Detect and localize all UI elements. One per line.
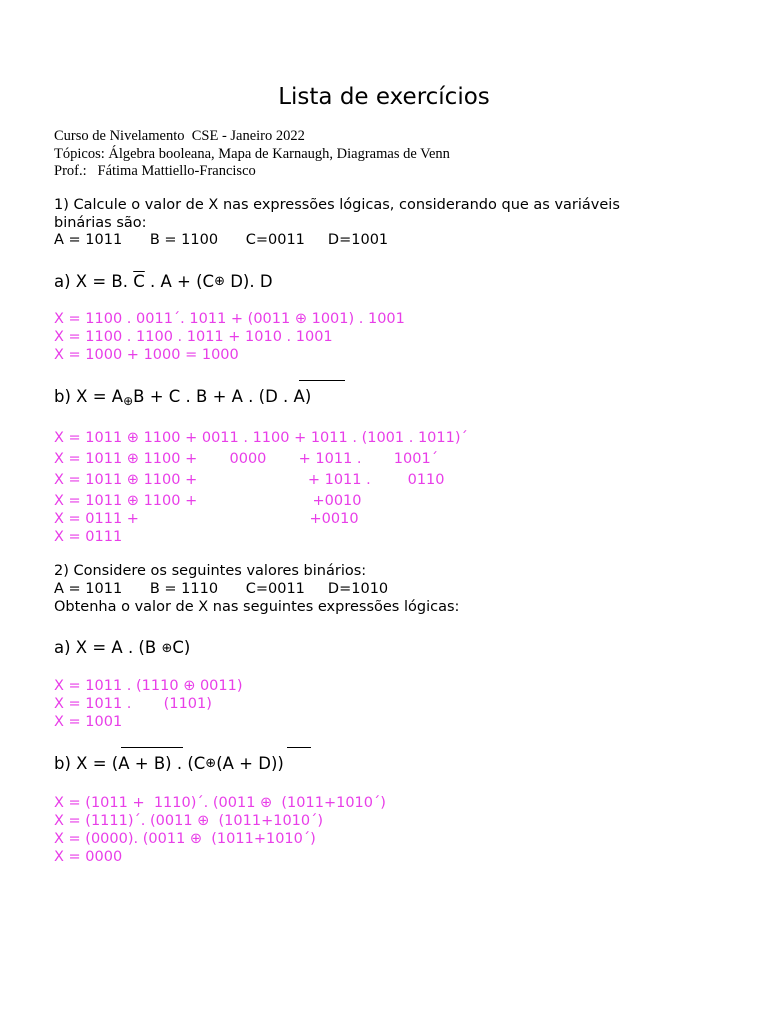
xor-symbol: ⊕	[123, 394, 134, 408]
topics-line: Tópicos: Álgebra booleana, Mapa de Karnaugh, Diagramas de Venn	[54, 146, 450, 162]
q2b-solution-line: X = (1111)´. (0011 ⊕ (1011+1010´)	[54, 813, 324, 829]
q1b-expression	[54, 387, 311, 408]
q2a-solution-line: X = 1011 . (1101)	[54, 696, 212, 712]
q1b-solution-line: X = 1011 ⊕ 1100 + +0010	[54, 493, 362, 509]
overline-bar	[287, 747, 311, 748]
q1b-prefix: b) X = A	[54, 387, 124, 406]
q2a-suffix: C)	[172, 638, 191, 657]
q1b-solution-line: X = 1011 ⊕ 1100 + + 1011 . 0110	[54, 472, 445, 488]
q1a-solution-line: X = 1000 + 1000 = 1000	[54, 347, 239, 363]
q1b-suffix: )	[304, 387, 312, 406]
q1a-mid: . A + (C	[144, 272, 215, 291]
q2a-prefix: a) X = A . (B	[54, 638, 162, 657]
q2b-d-negated: D	[258, 754, 271, 773]
q1-statement-line2: binárias são:	[54, 215, 147, 231]
q2b-suffix: ))	[270, 754, 284, 773]
q2a-solution-line: X = 1001	[54, 714, 123, 730]
q2b-negated-term: (A + B)	[111, 754, 172, 773]
q1-values: A = 1011 B = 1100 C=0011 D=1001	[54, 232, 389, 248]
q1a-expression	[54, 272, 273, 291]
q1a-prefix: a) X = B.	[54, 272, 134, 291]
q2b-expression	[54, 754, 284, 773]
q1a-suffix: D). D	[224, 272, 273, 291]
q1a-solution-line: X = 1100 . 0011´. 1011 + (0011 ⊕ 1001) . 1001	[54, 311, 405, 327]
q2b-solution-line: X = (0000). (0011 ⊕ (1011+1010´)	[54, 831, 316, 847]
q1b-mid: B + C . B + A . (	[133, 387, 266, 406]
q1b-solution-line: X = 1011 ⊕ 1100 + 0011 . 1100 + 1011 . (1001 . 1011)´	[54, 430, 468, 446]
q2a-solution-line: X = 1011 . (1110 ⊕ 0011)	[54, 678, 243, 694]
xor-symbol: ⊕	[214, 274, 225, 289]
q2b-mid2: (A +	[216, 754, 259, 773]
q2b-solution-line: X = 0000	[54, 849, 123, 865]
q1b-solution-line: X = 0111	[54, 529, 123, 545]
q1-statement-line1: 1) Calcule o valor de X nas expressões lógicas, considerando que as variáveis	[54, 197, 620, 213]
q2-statement-line2: Obtenha o valor de X nas seguintes expressões lógicas:	[54, 599, 460, 615]
q2b-prefix: b) X =	[54, 754, 112, 773]
xor-symbol: ⊕	[205, 756, 217, 771]
professor-line: Prof.: Fátima Mattiello-Francisco	[54, 163, 256, 179]
q2a-expression	[54, 638, 190, 657]
q1a-solution-line: X = 1100 . 1100 . 1011 + 1010 . 1001	[54, 329, 333, 345]
page-title: Lista de exercícios	[278, 84, 490, 110]
q2-values: A = 1011 B = 1110 C=0011 D=1010	[54, 581, 389, 597]
course-line: Curso de Nivelamento CSE - Janeiro 2022	[54, 128, 305, 144]
q1b-solution-line: X = 0111 + +0010	[54, 511, 359, 527]
q2b-solution-line: X = (1011 + 1110)´. (0011 ⊕ (1011+1010´)	[54, 795, 386, 811]
q1b-solution-line: X = 1011 ⊕ 1100 + 0000 + 1011 . 1001´	[54, 451, 438, 467]
q1a-c-negated: $\overline{C}$	[133, 272, 145, 291]
overline-bar	[121, 747, 183, 748]
q2b-mid: . (C	[171, 754, 206, 773]
q2-statement-line1: 2) Considere os seguintes valores binários:	[54, 563, 367, 579]
xor-symbol: ⊕	[161, 641, 173, 656]
overline-bar	[299, 380, 345, 381]
q1b-negated-term: D . A	[265, 387, 305, 406]
